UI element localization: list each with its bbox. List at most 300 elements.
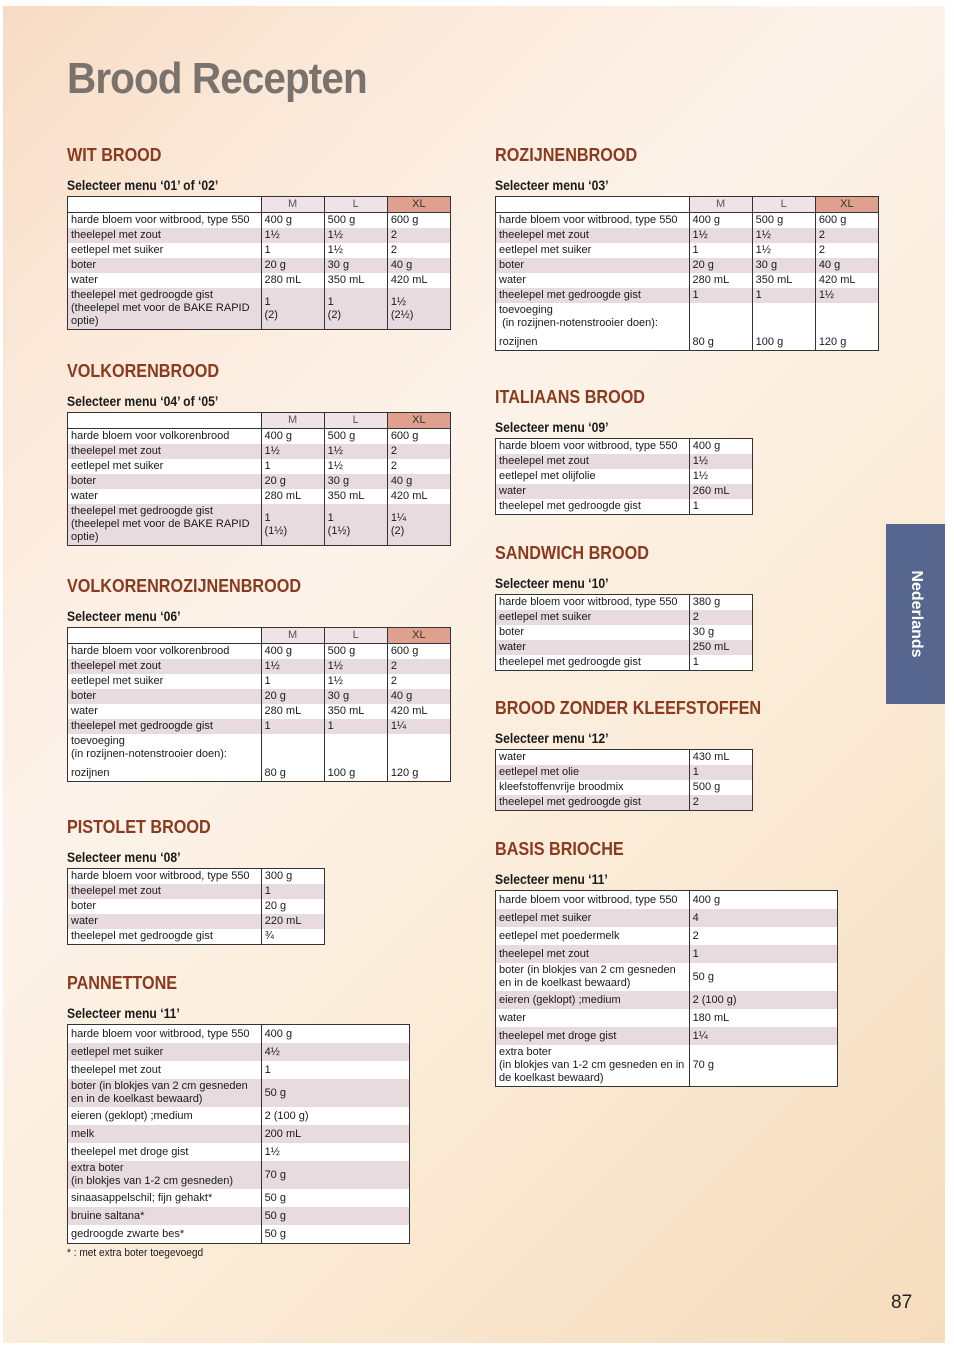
amount-m: 20 g: [261, 258, 324, 273]
ingredient: rozijnen: [496, 335, 690, 351]
amount-xl: 600 g: [387, 644, 450, 660]
amount-m: 280 mL: [261, 489, 324, 504]
section-brood-zonder-kleefstoffen: [495, 697, 791, 811]
ingredient: water: [68, 273, 262, 288]
amount-m: 20 g: [261, 474, 324, 489]
table-row: [496, 484, 753, 499]
amount: 1: [689, 499, 752, 515]
table-row: [496, 595, 753, 611]
ingredient: water: [68, 489, 262, 504]
ingredient: theelepel met zout: [68, 228, 262, 243]
amount-m: 400 g: [261, 644, 324, 660]
ingredient: boter (in blokjes van 2 cm gesneden en in de koelkast bewaard): [496, 963, 690, 991]
table-row: [496, 335, 879, 351]
ingredient: harde bloem voor witbrood, type 550: [496, 891, 690, 910]
recipe-table: [495, 594, 753, 671]
amount: 180 mL: [689, 1009, 837, 1027]
page-title: Brood Recepten: [67, 54, 367, 103]
table-row: [496, 469, 753, 484]
amount-xl: 600 g: [815, 213, 878, 229]
ingredient: boter: [496, 625, 690, 640]
recipe-table: [67, 627, 451, 782]
amount-m: 1 (2): [261, 288, 324, 330]
ingredient: theelepel met zout: [496, 454, 690, 469]
amount: 380 g: [689, 595, 752, 611]
table-row: [68, 719, 451, 734]
ingredient: boter: [68, 474, 262, 489]
ingredient: eetlepel met suiker: [496, 243, 690, 258]
table-row: [68, 459, 451, 474]
amount-xl: 40 g: [387, 258, 450, 273]
size-m: M: [689, 197, 752, 213]
ingredient: theelepel met gedroogde gist (theelepel met voor de BAKE RAPID optie): [68, 504, 262, 546]
amount: 2: [689, 927, 837, 945]
recipe-table: [495, 438, 753, 515]
amount: 4½: [261, 1043, 409, 1061]
amount: 1¼: [689, 1027, 837, 1045]
amount-xl: 2: [815, 228, 878, 243]
amount-m: 1: [261, 674, 324, 689]
amount-m: 1: [261, 719, 324, 734]
amount-l: 1: [752, 288, 815, 303]
amount-l: 350 mL: [752, 273, 815, 288]
table-row: [68, 689, 451, 704]
amount: 430 mL: [689, 750, 752, 766]
table-row: [68, 1143, 410, 1161]
table-row: [68, 1079, 410, 1107]
table-row: [68, 504, 451, 546]
table-row: [496, 273, 879, 288]
amount-l: 30 g: [324, 474, 387, 489]
table-row: [68, 444, 451, 459]
amount-l: 1 (2): [324, 288, 387, 330]
ingredient: eetlepel met olie: [496, 765, 690, 780]
table-row: [496, 258, 879, 273]
table-row: [68, 929, 325, 945]
section-sandwich-brood: [495, 542, 753, 671]
amount: 400 g: [689, 439, 752, 455]
size-xl: XL: [387, 628, 450, 644]
table-row: [68, 273, 451, 288]
size-l: L: [324, 413, 387, 429]
section-heading: SANDWICH BROOD: [495, 543, 649, 563]
amount: 400 g: [261, 1025, 409, 1044]
amount-xl: 2: [387, 243, 450, 258]
amount-m: 1½: [261, 228, 324, 243]
amount-xl: 1¼ (2): [387, 504, 450, 546]
amount: 1: [261, 884, 324, 899]
amount: 500 g: [689, 780, 752, 795]
amount-xl: 2: [387, 228, 450, 243]
amount: 20 g: [261, 899, 324, 914]
amount: 1½: [261, 1143, 409, 1161]
ingredient: theelepel met gedroogde gist: [496, 655, 690, 671]
table-row: [68, 704, 451, 719]
table-row: [68, 1107, 410, 1125]
menu-selection: Selecteer menu ‘11’: [495, 872, 608, 887]
amount-l: 1½: [324, 674, 387, 689]
amount: 300 g: [261, 869, 324, 885]
ingredient: theelepel met droge gist: [496, 1027, 690, 1045]
language-tab: [886, 524, 945, 704]
ingredient: harde bloem voor witbrood, type 550: [68, 213, 262, 229]
table-row: [496, 780, 753, 795]
amount-l: 100 g: [324, 766, 387, 782]
table-row: [496, 228, 879, 243]
amount-m: 80 g: [689, 335, 752, 351]
section-basis-brioche: [495, 838, 838, 1087]
amount-m: 1½: [261, 444, 324, 459]
menu-selection: Selecteer menu ‘11’: [67, 1006, 180, 1021]
section-heading: WIT BROOD: [67, 145, 162, 165]
table-row: [68, 884, 325, 899]
recipe-page: [3, 6, 945, 1343]
size-l: L: [324, 197, 387, 213]
size-xl: XL: [387, 197, 450, 213]
size-header-row: [68, 628, 451, 644]
amount-l: 1: [324, 719, 387, 734]
ingredient: eieren (geklopt) ;medium: [496, 991, 690, 1009]
ingredient: theelepel met gedroogde gist: [496, 499, 690, 515]
ingredient: harde bloem voor witbrood, type 550: [496, 595, 690, 611]
ingredient: theelepel met zout: [68, 1061, 262, 1079]
amount: 1: [689, 655, 752, 671]
table-row: [68, 766, 451, 782]
table-row: [496, 765, 753, 780]
table-row: [68, 1043, 410, 1061]
amount-xl: 1¼: [387, 719, 450, 734]
table-row: [496, 909, 838, 927]
amount-xl: 40 g: [387, 689, 450, 704]
amount-xl: 2: [387, 674, 450, 689]
amount: 1: [689, 765, 752, 780]
amount-xl: 420 mL: [387, 704, 450, 719]
menu-selection: Selecteer menu ‘09’: [495, 420, 609, 435]
table-row: [68, 1025, 410, 1044]
section-wit-brood: [67, 144, 451, 330]
size-header-row: [496, 197, 879, 213]
section-pistolet-brood: [67, 816, 325, 945]
ingredient: water: [496, 1009, 690, 1027]
ingredient: theelepel met droge gist: [68, 1143, 262, 1161]
ingredient: extra boter (in blokjes van 1-2 cm gesneden en in de koelkast bewaard): [496, 1045, 690, 1087]
amount: 1: [689, 945, 837, 963]
amount-m: 400 g: [689, 213, 752, 229]
amount-m: 1: [261, 459, 324, 474]
amount-xl: 600 g: [387, 213, 450, 229]
amount-l: 1½: [752, 243, 815, 258]
table-row: [496, 750, 753, 766]
amount: 220 mL: [261, 914, 324, 929]
table-row: [68, 674, 451, 689]
amount-l: 30 g: [324, 689, 387, 704]
table-row: [496, 655, 753, 671]
amount-l: 100 g: [752, 335, 815, 351]
amount-m: 280 mL: [261, 273, 324, 288]
ingredient: harde bloem voor witbrood, type 550: [496, 439, 690, 455]
ingredient: melk: [68, 1125, 262, 1143]
amount-xl: 2: [815, 243, 878, 258]
amount-l: 350 mL: [324, 704, 387, 719]
amount-l: 1½: [324, 228, 387, 243]
ingredient: water: [496, 750, 690, 766]
section-heading: BASIS BRIOCHE: [495, 839, 624, 859]
section-heading: VOLKORENBROOD: [67, 361, 220, 381]
table-row: [496, 795, 753, 811]
recipe-table: [495, 890, 838, 1087]
table-row: [68, 1189, 410, 1207]
table-row: [68, 489, 451, 504]
amount-l: 500 g: [324, 429, 387, 445]
table-row: [68, 1061, 410, 1079]
table-row: [68, 899, 325, 914]
amount-xl: 2: [387, 459, 450, 474]
recipe-table: [495, 196, 879, 351]
ingredient: water: [496, 484, 690, 499]
size-m: M: [261, 197, 324, 213]
amount-xl: 420 mL: [387, 273, 450, 288]
ingredient: theelepel met gedroogde gist (theelepel met voor de BAKE RAPID optie): [68, 288, 262, 330]
ingredient: eieren (geklopt) ;medium: [68, 1107, 262, 1125]
section-heading: BROOD ZONDER KLEEFSTOFFEN: [495, 698, 762, 718]
table-row: [496, 499, 753, 515]
amount: 50 g: [689, 963, 837, 991]
section-heading: PANNETTONE: [67, 973, 178, 993]
amount-l: 500 g: [324, 213, 387, 229]
menu-selection: Selecteer menu ‘10’: [495, 576, 609, 591]
section-pannettone: [67, 972, 410, 1244]
ingredient: sinaasappelschil; fijn gehakt*: [68, 1189, 262, 1207]
amount-xl: 120 g: [387, 766, 450, 782]
menu-selection: Selecteer menu ‘01’ of ‘02’: [67, 178, 219, 193]
addition-label: toevoeging (in rozijnen-notenstrooier doen):: [68, 734, 262, 766]
ingredient: boter (in blokjes van 2 cm gesneden en in de koelkast bewaard): [68, 1079, 262, 1107]
amount-xl: 2: [387, 659, 450, 674]
table-row: [68, 243, 451, 258]
amount-xl: 40 g: [387, 474, 450, 489]
amount-l: 500 g: [752, 213, 815, 229]
amount-l: 500 g: [324, 644, 387, 660]
amount: 2: [689, 610, 752, 625]
table-row: [496, 454, 753, 469]
table-row: [496, 439, 753, 455]
size-xl: XL: [815, 197, 878, 213]
table-row: [68, 659, 451, 674]
amount: 1½: [689, 469, 752, 484]
table-row: [68, 1161, 410, 1189]
table-row: [68, 914, 325, 929]
menu-selection: Selecteer menu ‘04’ of ‘05’: [67, 394, 219, 409]
section-volkorenbrood: [67, 360, 451, 546]
addition-row: [68, 734, 451, 766]
table-row: [496, 610, 753, 625]
section-heading: ROZIJNENBROOD: [495, 145, 638, 165]
ingredient: eetlepel met poedermelk: [496, 927, 690, 945]
table-row: [496, 213, 879, 229]
amount-l: 350 mL: [324, 273, 387, 288]
table-row: [496, 288, 879, 303]
ingredient: harde bloem voor witbrood, type 550: [68, 869, 262, 885]
ingredient: theelepel met gedroogde gist: [68, 719, 262, 734]
amount: 70 g: [261, 1161, 409, 1189]
amount-m: 400 g: [261, 213, 324, 229]
amount-xl: 120 g: [815, 335, 878, 351]
amount-xl: 420 mL: [387, 489, 450, 504]
amount: 70 g: [689, 1045, 837, 1087]
menu-selection: Selecteer menu ‘06’: [67, 609, 181, 624]
section-heading: VOLKORENROZIJNENBROOD: [67, 576, 302, 596]
amount: 1: [261, 1061, 409, 1079]
addition-label: toevoeging (in rozijnen-notenstrooier doen):: [496, 303, 690, 335]
amount: 50 g: [261, 1225, 409, 1244]
section-italiaans-brood: [495, 386, 753, 515]
amount-m: 20 g: [261, 689, 324, 704]
amount-xl: 1½ (2½): [387, 288, 450, 330]
ingredient: eetlepel met suiker: [68, 243, 262, 258]
ingredient: eetlepel met suiker: [496, 909, 690, 927]
menu-selection: Selecteer menu ‘12’: [495, 731, 609, 746]
page-number: 87: [891, 1292, 913, 1313]
table-row: [496, 625, 753, 640]
ingredient: water: [496, 273, 690, 288]
table-row: [496, 1009, 838, 1027]
amount-m: 1: [689, 243, 752, 258]
amount-m: 1½: [261, 659, 324, 674]
recipe-table: [67, 1024, 410, 1244]
ingredient: theelepel met zout: [68, 884, 262, 899]
size-xl: XL: [387, 413, 450, 429]
ingredient: boter: [68, 689, 262, 704]
amount: 200 mL: [261, 1125, 409, 1143]
size-m: M: [261, 628, 324, 644]
table-row: [68, 1225, 410, 1244]
ingredient: rozijnen: [68, 766, 262, 782]
section-volkorenrozijnenbrood: [67, 575, 451, 782]
amount-xl: 2: [387, 444, 450, 459]
amount-xl: 40 g: [815, 258, 878, 273]
recipe-table: [67, 868, 325, 945]
amount: 50 g: [261, 1207, 409, 1225]
section-heading: ITALIAANS BROOD: [495, 387, 646, 407]
ingredient: eetlepel met suiker: [68, 674, 262, 689]
ingredient: eetlepel met suiker: [68, 1043, 262, 1061]
amount: 2 (100 g): [689, 991, 837, 1009]
size-header-row: [68, 413, 451, 429]
amount-m: 280 mL: [261, 704, 324, 719]
recipe-table: [67, 412, 451, 546]
amount-m: 280 mL: [689, 273, 752, 288]
amount-l: 1½: [324, 659, 387, 674]
addition-row: [496, 303, 879, 335]
table-row: [496, 1027, 838, 1045]
recipe-table: [67, 196, 451, 330]
table-row: [68, 474, 451, 489]
section-rozijnenbrood: [495, 144, 879, 351]
size-l: L: [752, 197, 815, 213]
amount-l: 1 (1½): [324, 504, 387, 546]
table-row: [68, 228, 451, 243]
ingredient: boter: [68, 899, 262, 914]
table-row: [496, 243, 879, 258]
menu-selection: Selecteer menu ‘08’: [67, 850, 181, 865]
amount: 250 mL: [689, 640, 752, 655]
table-row: [68, 429, 451, 445]
amount-m: 20 g: [689, 258, 752, 273]
size-header-row: [68, 197, 451, 213]
ingredient: theelepel met gedroogde gist: [496, 288, 690, 303]
ingredient: eetlepel met olijfolie: [496, 469, 690, 484]
amount-l: 1½: [324, 459, 387, 474]
language-tab-label: Nederlands: [907, 570, 925, 658]
ingredient: theelepel met gedroogde gist: [496, 795, 690, 811]
table-row: [496, 927, 838, 945]
ingredient: boter: [68, 258, 262, 273]
amount-l: 1½: [752, 228, 815, 243]
table-row: [68, 1125, 410, 1143]
amount: 1½: [689, 454, 752, 469]
ingredient: harde bloem voor witbrood, type 550: [68, 1025, 262, 1044]
amount-l: 30 g: [752, 258, 815, 273]
amount-xl: 1½: [815, 288, 878, 303]
ingredient: theelepel met zout: [496, 228, 690, 243]
ingredient: kleefstoffenvrije broodmix: [496, 780, 690, 795]
amount: 260 mL: [689, 484, 752, 499]
ingredient: bruine saltana*: [68, 1207, 262, 1225]
amount-l: 1½: [324, 243, 387, 258]
table-row: [68, 1207, 410, 1225]
table-row: [496, 991, 838, 1009]
amount: 50 g: [261, 1079, 409, 1107]
amount-xl: 420 mL: [815, 273, 878, 288]
ingredient: harde bloem voor volkorenbrood: [68, 644, 262, 660]
amount: ¾: [261, 929, 324, 945]
amount-m: 1 (1½): [261, 504, 324, 546]
table-row: [496, 1045, 838, 1087]
table-row: [68, 258, 451, 273]
amount: 2: [689, 795, 752, 811]
amount-m: 1: [261, 243, 324, 258]
ingredient: theelepel met zout: [68, 444, 262, 459]
amount-m: 1½: [689, 228, 752, 243]
amount-l: 1½: [324, 444, 387, 459]
size-m: M: [261, 413, 324, 429]
table-row: [68, 288, 451, 330]
amount-l: 350 mL: [324, 489, 387, 504]
amount: 4: [689, 909, 837, 927]
ingredient: harde bloem voor witbrood, type 550: [496, 213, 690, 229]
amount-xl: 600 g: [387, 429, 450, 445]
ingredient: gedroogde zwarte bes*: [68, 1225, 262, 1244]
ingredient: theelepel met gedroogde gist: [68, 929, 262, 945]
ingredient: extra boter (in blokjes van 1-2 cm gesneden): [68, 1161, 262, 1189]
amount-m: 1: [689, 288, 752, 303]
ingredient: boter: [496, 258, 690, 273]
ingredient: theelepel met zout: [68, 659, 262, 674]
amount: 2 (100 g): [261, 1107, 409, 1125]
ingredient: water: [496, 640, 690, 655]
ingredient: theelepel met zout: [496, 945, 690, 963]
ingredient: eetlepel met suiker: [496, 610, 690, 625]
ingredient: water: [68, 914, 262, 929]
table-row: [496, 945, 838, 963]
amount-l: 30 g: [324, 258, 387, 273]
ingredient: eetlepel met suiker: [68, 459, 262, 474]
recipe-table: [495, 749, 753, 811]
amount-m: 80 g: [261, 766, 324, 782]
section-heading: PISTOLET BROOD: [67, 817, 211, 837]
table-row: [496, 891, 838, 910]
amount: 400 g: [689, 891, 837, 910]
